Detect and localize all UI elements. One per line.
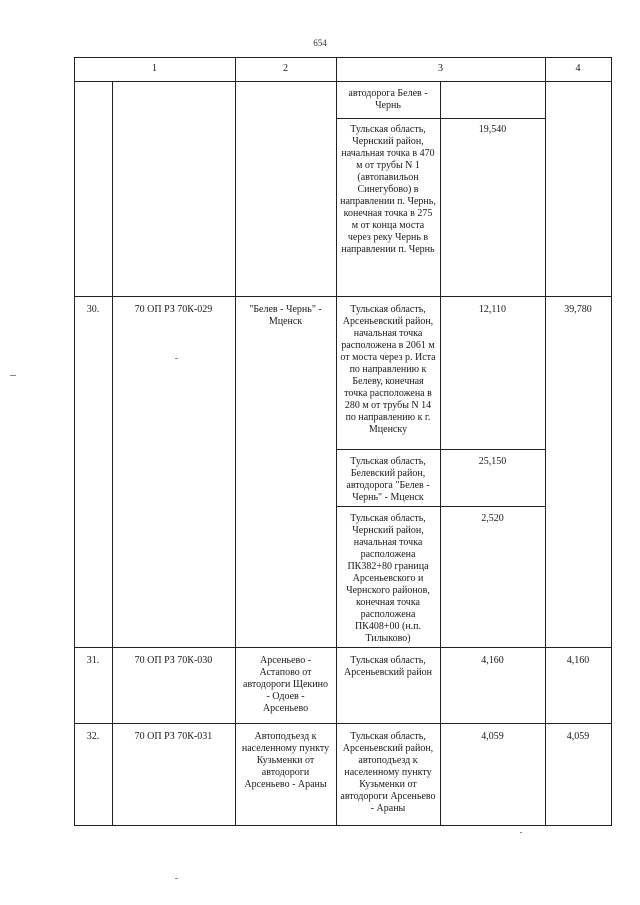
rule-row-30 [74,296,611,297]
rule-right [611,57,612,826]
road-name: Автоподъезд к населенному пункту Кузьменки от автодороги Арсеньево - Араны [241,731,330,790]
total-length: 4,160 [566,655,590,666]
length-cell: 4,160 [481,655,504,666]
road-id: 70 ОП РЗ 70К-031 [134,731,213,742]
location-cell: автодорога Белев - Чернь [348,88,428,111]
location-cell: Тульская область, Белевский район, автодорога "Белев - Чернь" - Мценск [346,456,430,503]
rule-top [74,57,611,58]
length-cell: 25,150 [478,456,507,467]
length-cell: 2,520 [481,513,504,524]
row-number: 31. [86,655,100,666]
rule-num [112,81,113,826]
header-col-2: 2 [283,63,288,74]
location-cell: Тульская область, Арсеньевский район [344,655,432,678]
header-col-1: 1 [152,63,157,74]
scan-mark [520,832,522,833]
page-number: 654 [313,38,327,48]
location-cell: Тульская область, Арсеньевский район, автоподъезд к населенному пункту Кузьменки от автодороги Арсеньево - Араны [340,731,436,814]
rule-col-2 [336,57,337,826]
road-name: Арсеньево - Астапово от автодороги Щекино - Одоев - Арсеньево [243,655,328,714]
total-length: 4,059 [566,731,590,742]
rule-left [74,57,75,826]
rule-row-31 [74,647,611,648]
row-number: 30. [86,304,100,315]
total-length: 39,780 [564,304,592,315]
road-name: "Белев - Чернь" - Мценск [249,304,322,327]
header-col-3: 3 [438,63,443,74]
length-cell: 4,059 [481,731,504,742]
rule-header [74,81,611,82]
header-col-4: 4 [575,63,581,74]
rule-bottom [74,825,611,826]
scan-mark [10,375,16,376]
scan-mark [175,878,178,879]
length-cell: 19,540 [478,124,507,135]
length-cell: 12,110 [478,304,507,315]
road-id: 70 ОП РЗ 70К-030 [134,655,213,666]
road-id: 70 ОП РЗ 70К-029 [134,304,213,315]
rule-col-3 [545,57,546,826]
rule-col-1 [235,57,236,826]
location-cell: Тульская область, Арсеньевский район, начальная точка расположена в 2061 м от моста через р. Иста по направлению к Белеву, конечная точка расположена в 280 м от трубы N 14 по направлению к г. Мценску [340,304,436,435]
location-cell: Тульская область, Чернский район, начальная точка расположена ПК382+80 граница Арсеньевского и Чернского районов, конечная точка расположена ПК408+00 (н.п. Тилыково) [346,513,430,644]
rule-len [440,81,441,826]
row-number: 32. [86,731,100,742]
location-cell: Тульская область, Чернский район, начальная точка в 470 м от трубы N 1 (автопавильон Синегубово) в направлении п. Чернь, конечная точка в 275 м от конца моста через реку Чернь в направлении п. Чернь [340,124,436,255]
scan-mark [175,358,178,359]
rule-row-32 [74,723,611,724]
